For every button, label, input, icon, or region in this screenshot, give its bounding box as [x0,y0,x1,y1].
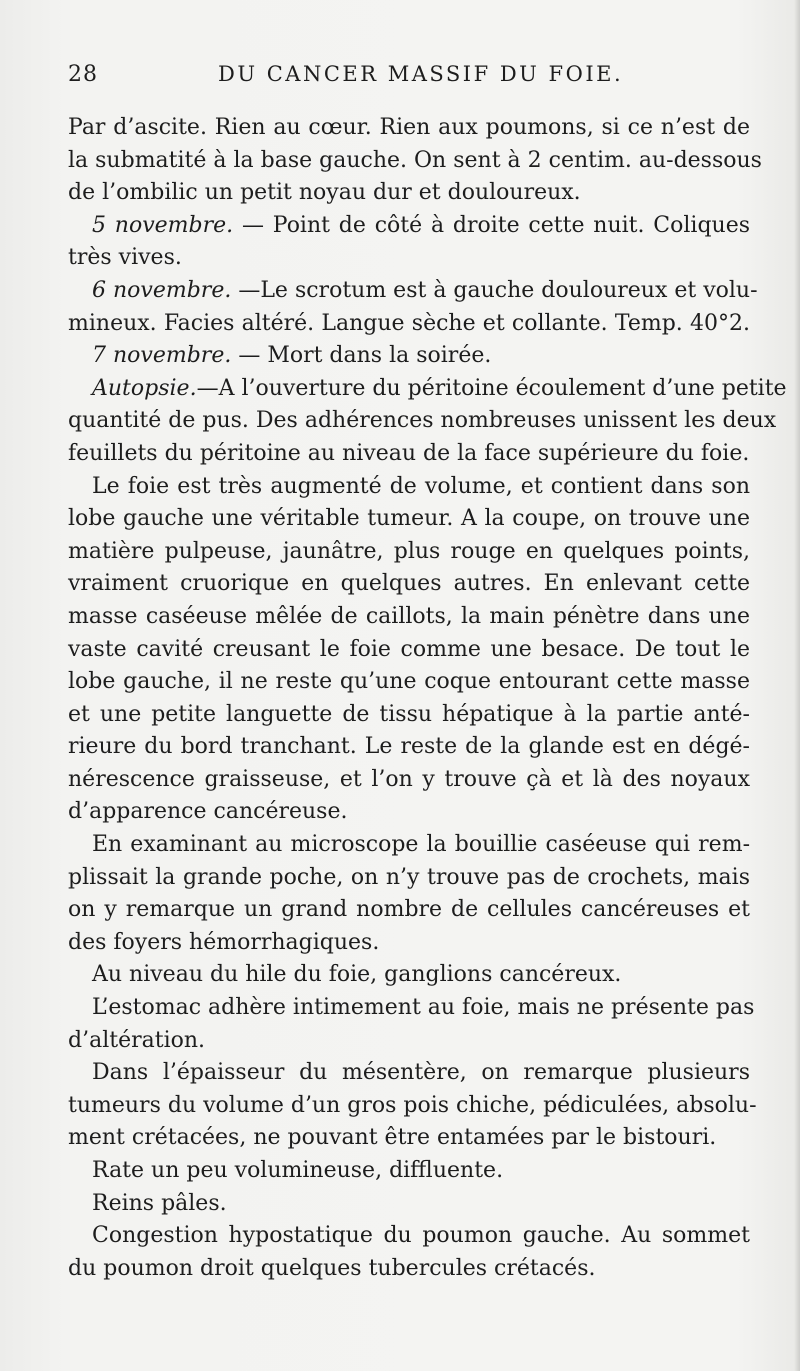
line-text: des foyers hémorrhagiques. [68,929,380,955]
text-line [68,862,750,895]
line-text: feuillets du péritoine au niveau de la face supérieure du foie. [68,440,750,466]
line-text: —A l’ouverture du péritoine écoulement d’une petite [196,375,787,401]
line-text: ment crétacées, ne pouvant être entamées par le bistouri. [68,1125,717,1151]
line-text: vaste cavité creusant le foie comme une besace. De tout le [68,636,750,662]
text-line [68,1220,750,1253]
line-text: tumeurs du volume d’un gros pois chiche, pédiculées, absolu- [68,1092,757,1118]
line-text: lobe gauche, il ne reste qu’une coque entourant cette masse [68,669,750,695]
text-line [68,666,750,699]
line-text: et une petite languette de tissu hépatique à la partie anté- [68,701,750,727]
line-text: Congestion hypostatique du poumon gauche. Au sommet [92,1223,750,1249]
line-text: matière pulpeuse, jaunâtre, plus rouge en quelques points, [68,538,750,564]
text-line [68,829,750,862]
text-line [68,275,758,308]
text-line [68,340,750,373]
text-line [68,536,750,569]
text-line [68,471,750,504]
line-text: En examinant au microscope la bouillie caséeuse qui rem- [92,832,750,858]
line-text: — Mort dans la soirée. [231,343,492,369]
text-line [68,308,750,341]
text-line [68,210,750,243]
italic-date-label: Autopsie. [92,375,197,401]
line-text: mineux. Facies altéré. Langue sèche et collante. Temp. 40°2. [68,310,750,336]
line-text: la submatité à la base gauche. On sent à 2 centim. au-dessous [68,147,762,173]
body-text [68,112,787,1285]
line-text: d’altération. [68,1027,206,1053]
line-text: vraiment cruorique en quelques autres. En enlevant cette [68,571,750,597]
line-text: on y remarque un grand nombre de cellules cancéreuses et [68,897,750,923]
text-line [68,1122,750,1155]
page-number: 28 [68,62,98,87]
text-line [68,601,750,634]
line-text: Par d’ascite. Rien au cœur. Rien aux poumons, si ce n’est de [68,115,750,140]
text-line [68,1025,750,1058]
text-line [68,568,750,601]
line-text: de l’ombilic un petit noyau dur et douloureux. [68,180,581,206]
line-text: masse caséeuse mêlée de caillots, la main pénètre dans une [68,603,750,629]
text-line [68,503,750,536]
page-header [68,62,750,92]
text-line [68,242,750,275]
line-text: — Point de côté à droite cette nuit. Coliques [233,212,751,238]
page-edge-shadow [794,0,800,1371]
line-text: quantité de pus. Des adhérences nombreuses unissent les deux [68,408,777,434]
text-line [68,1188,750,1221]
italic-date-label: 7 novembre. [92,343,232,369]
text-line [68,1253,750,1286]
text-line [68,796,750,829]
text-line [68,731,750,764]
text-line [68,177,750,210]
text-line [68,634,750,667]
text-line [68,438,750,471]
italic-date-label: 6 novembre. [92,277,232,303]
text-line [68,764,750,797]
text-line [68,373,787,406]
text-line [68,1090,757,1123]
text-line [68,405,777,438]
text-line [68,1057,750,1090]
text-line [68,894,750,927]
line-text: lobe gauche une véritable tumeur. A la coupe, on trouve une [68,506,750,532]
line-text: —Le scrotum est à gauche douloureux et volu- [231,277,758,303]
line-text: Le foie est très augmenté de volume, et contient dans son [92,473,750,499]
line-text: L’estomac adhère intimement au foie, mais ne présente pas [92,995,755,1021]
text-line [68,145,762,178]
text-line [68,959,750,992]
text-line [68,1155,750,1188]
italic-date-label: 5 novembre. [92,212,234,238]
line-text: nérescence graisseuse, et l’on y trouve çà et là des noyaux [68,766,750,792]
text-line [68,699,750,732]
line-text: Reins pâles. [92,1190,227,1216]
line-text: Dans l’épaisseur du mésentère, on remarque plusieurs [92,1060,750,1086]
line-text: Au niveau du hile du foie, ganglions cancéreux. [92,962,622,988]
line-text: rieure du bord tranchant. Le reste de la glande est en dégé- [68,734,750,760]
text-line [68,992,755,1025]
running-title: DU CANCER MASSIF DU FOIE. [218,62,624,86]
text-line [68,927,750,960]
line-text: plissait la grande poche, on n’y trouve pas de crochets, mais [68,864,750,890]
line-text: du poumon droit quelques tubercules crétacés. [68,1255,596,1281]
line-text: très vives. [68,245,182,271]
line-text: d’apparence cancéreuse. [68,799,348,825]
text-line [68,112,750,145]
line-text: Rate un peu volumineuse, diffluente. [92,1158,504,1183]
